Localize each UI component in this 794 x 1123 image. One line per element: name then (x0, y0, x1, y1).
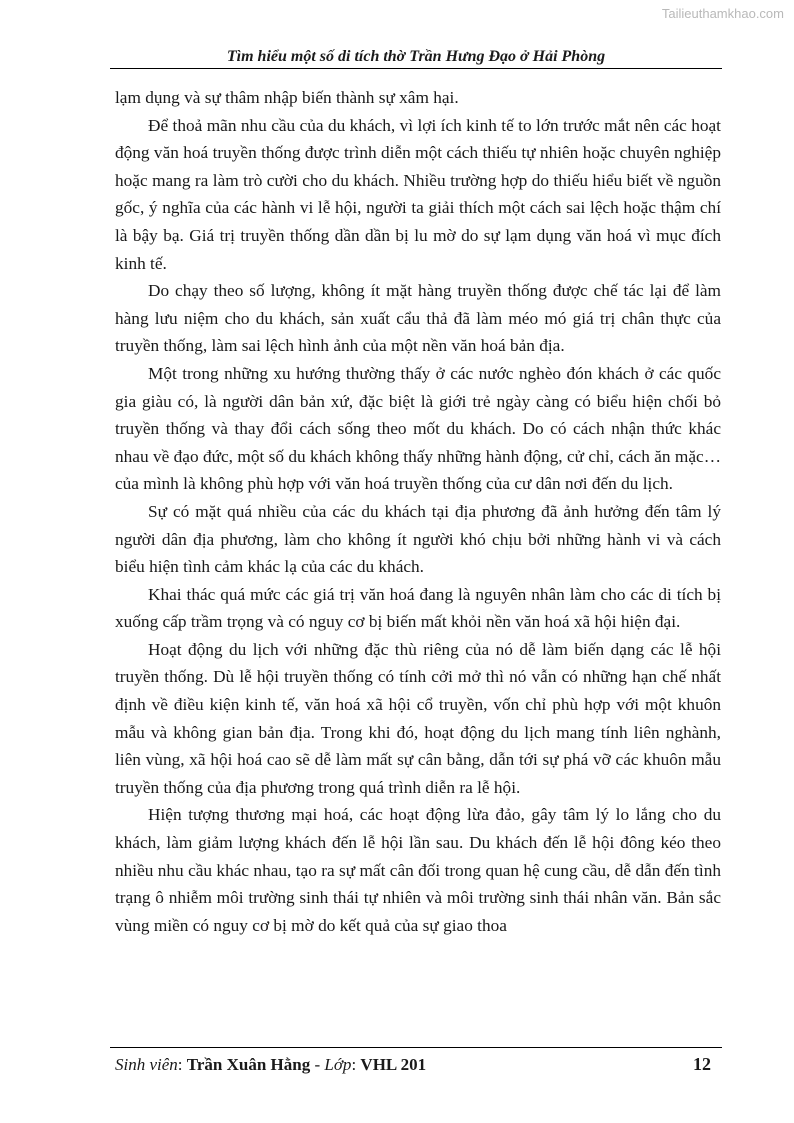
watermark: Tailieuthamkhao.com (661, 6, 784, 21)
paragraph-5: Sự có mặt quá nhiều của các du khách tại địa phương đã ảnh hưởng đến tâm lý người dân địa phương, làm cho không ít người khó chịu bởi những hành vi và cách biểu hiện tình cảm khác lạ của các du khách. (115, 501, 721, 577)
paragraph-2: Để thoả mãn nhu cầu của du khách, vì lợi ích kinh tế to lớn trước mắt nên các hoạt động văn hoá truyền thống được trình diễn một cách thiếu tự nhiên hoặc chuyên nghiệp hoặc mang ra làm trò cười cho du khách. Nhiều trường hợp do thiếu hiểu biết về nguồn gốc, ý nghĩa của các hành vi lễ hội, người ta giải thích một cách sai lệch hoặc thậm chí là bậy bạ. Giá trị truyền thống dần dần bị lu mờ do sự lạm dụng văn hoá vì mục đích kinh tế. (115, 115, 721, 273)
class-value: VHL 201 (360, 1055, 427, 1074)
paragraph-4: Một trong những xu hướng thường thấy ở các nước nghèo đón khách ở các quốc gia giàu có, là người dân bản xứ, đặc biệt là giới trẻ ngày càng có biểu hiện chối bỏ truyền thống và thay đổi cách sống theo mốt du khách. Do có cách nhận thức khác nhau về đạo đức, một số du khách không thấy những hành động, cử chỉ, cách ăn mặc…của mình là không phù hợp với văn hoá truyền thống của cư dân nơi đến du lịch. (115, 363, 721, 494)
footer-divider (110, 1047, 722, 1048)
footer-credit: Sinh viên: Trần Xuân Hằng - Lớp: VHL 201 (115, 1055, 427, 1074)
student-name: Trần Xuân Hằng (186, 1055, 311, 1074)
paragraph-8: Hiện tượng thương mại hoá, các hoạt động lừa đảo, gây tâm lý lo lắng cho du khách, làm giảm lượng khách đến lễ hội lần sau. Du khách đến lễ hội đông kéo theo nhiều nhu cầu khác nhau, tạo ra sự mất cân đối trong quan hệ cung cầu, dễ dẫn đến tình trạng ô nhiễm môi trường sinh thái tự nhiên và môi trường sinh thái nhân văn. Bản sắc vùng miền có nguy cơ bị mờ do kết quả của sự giao thoa (115, 805, 721, 935)
class-label: Lớp (324, 1055, 352, 1074)
page-footer (115, 1054, 711, 1075)
paragraph-1: lạm dụng và sự thâm nhập biến thành sự xâm hại. (115, 88, 459, 107)
body-text (115, 84, 721, 939)
paragraph-3: Do chạy theo số lượng, không ít mặt hàng truyền thống được chế tác lại để làm hàng lưu niệm cho du khách, sản xuất cẩu thả đã làm méo mó giá trị chân thực của truyền thống, làm sai lệch hình ảnh của một nền văn hoá bản địa. (115, 281, 721, 356)
paragraph-7: Hoạt động du lịch với những đặc thù riêng của nó dễ làm biến dạng các lễ hội truyền thống. Dù lễ hội truyền thống có tính cởi mở thì nó vẫn có những hạn chế nhất định về điều kiện kinh tế, văn hoá xã hội cổ truyền, vốn chỉ phù hợp với một khuôn mẫu và không gian bản địa. Trong khi đó, hoạt động du lịch mang tính liên nghành, liên vùng, xã hội hoá cao sẽ dễ làm mất sự cân bằng, dẫn tới sự phá vỡ các khuôn mẫu truyền thống của địa phương trong quá trình diễn ra lễ hội. (115, 639, 721, 797)
student-label: Sinh viên (115, 1055, 178, 1074)
page-number: 12 (693, 1054, 711, 1074)
paragraph-6: Khai thác quá mức các giá trị văn hoá đang là nguyên nhân làm cho các di tích bị xuống cấp trầm trọng và có nguy cơ bị biến mất khỏi nền văn hoá xã hội hiện đại. (115, 584, 721, 632)
running-header: Tìm hiểu một số di tích thờ Trần Hưng Đạo ở Hải Phòng (110, 48, 722, 69)
